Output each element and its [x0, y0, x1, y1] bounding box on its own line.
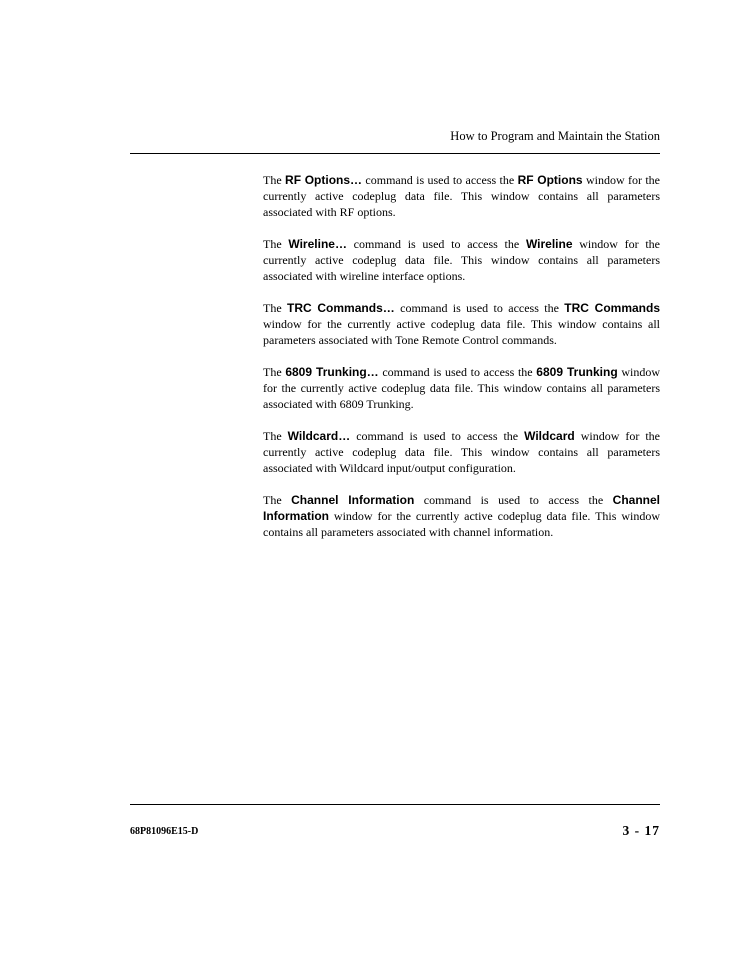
text-segment: The: [263, 493, 292, 507]
text-segment: window for the currently active codeplug data file. This window contains all parameters associated with Wildcard input/output configuration.: [263, 429, 660, 475]
paragraph-6809-trunking: [263, 364, 660, 412]
window-name-rf-options: RF Options: [517, 173, 583, 187]
header-rule: [130, 153, 660, 154]
text-segment: command is used to access the: [378, 365, 537, 379]
text-segment: command is used to access the: [350, 429, 525, 443]
page-number: 3 - 17: [622, 823, 660, 838]
text-segment: window for the currently active codeplug data file. This window contains all parameters associated with 6809 Trunking.: [263, 365, 660, 411]
text-segment: command is used to access the: [394, 301, 565, 315]
body-text: [263, 172, 660, 556]
text-segment: window for the currently active codeplug data file. This window contains all parameters associated with wireline interface options.: [263, 237, 660, 283]
text-segment: command is used to access the: [346, 237, 526, 251]
text-segment: window for the currently active codeplug data file. This window contains all parameters associated with Tone Remote Control commands.: [263, 317, 660, 347]
paragraph-wildcard: [263, 428, 660, 476]
paragraph-trc-commands: [263, 300, 660, 348]
window-name-wildcard: Wildcard: [524, 429, 575, 443]
text-segment: The: [263, 237, 289, 251]
text-segment: window for the currently active codeplug data file. This window contains all parameters associated with RF options.: [263, 173, 660, 219]
text-segment: The: [263, 173, 286, 187]
running-header: How to Program and Maintain the Station: [450, 129, 660, 143]
window-name-trc-commands: TRC Commands: [564, 301, 661, 315]
window-name-6809-trunking: 6809 Trunking: [536, 365, 618, 379]
window-name-channel-information: Channel Information: [263, 493, 660, 523]
text-segment: The: [263, 429, 288, 443]
command-name-trc-commands: TRC Commands…: [287, 301, 395, 315]
text-segment: window for the currently active codeplug data file. This window contains all parameters associated with channel information.: [263, 509, 660, 539]
command-name-wireline: Wireline…: [288, 237, 347, 251]
command-name-channel-information: Channel Information: [291, 493, 415, 507]
text-segment: command is used to access the: [362, 173, 518, 187]
command-name-rf-options: RF Options…: [285, 173, 363, 187]
command-name-6809-trunking: 6809 Trunking…: [285, 365, 379, 379]
command-name-wildcard: Wildcard…: [287, 429, 351, 443]
text-segment: The: [263, 301, 288, 315]
paragraph-rf-options: [263, 172, 660, 220]
window-name-wireline: Wireline: [525, 237, 573, 251]
text-segment: The: [263, 365, 286, 379]
footer-rule: [130, 804, 660, 805]
document-number: 68P81096E15-D: [130, 826, 199, 837]
paragraph-wireline: [263, 236, 660, 284]
paragraph-channel-information: [263, 492, 660, 540]
text-segment: command is used to access the: [414, 493, 613, 507]
